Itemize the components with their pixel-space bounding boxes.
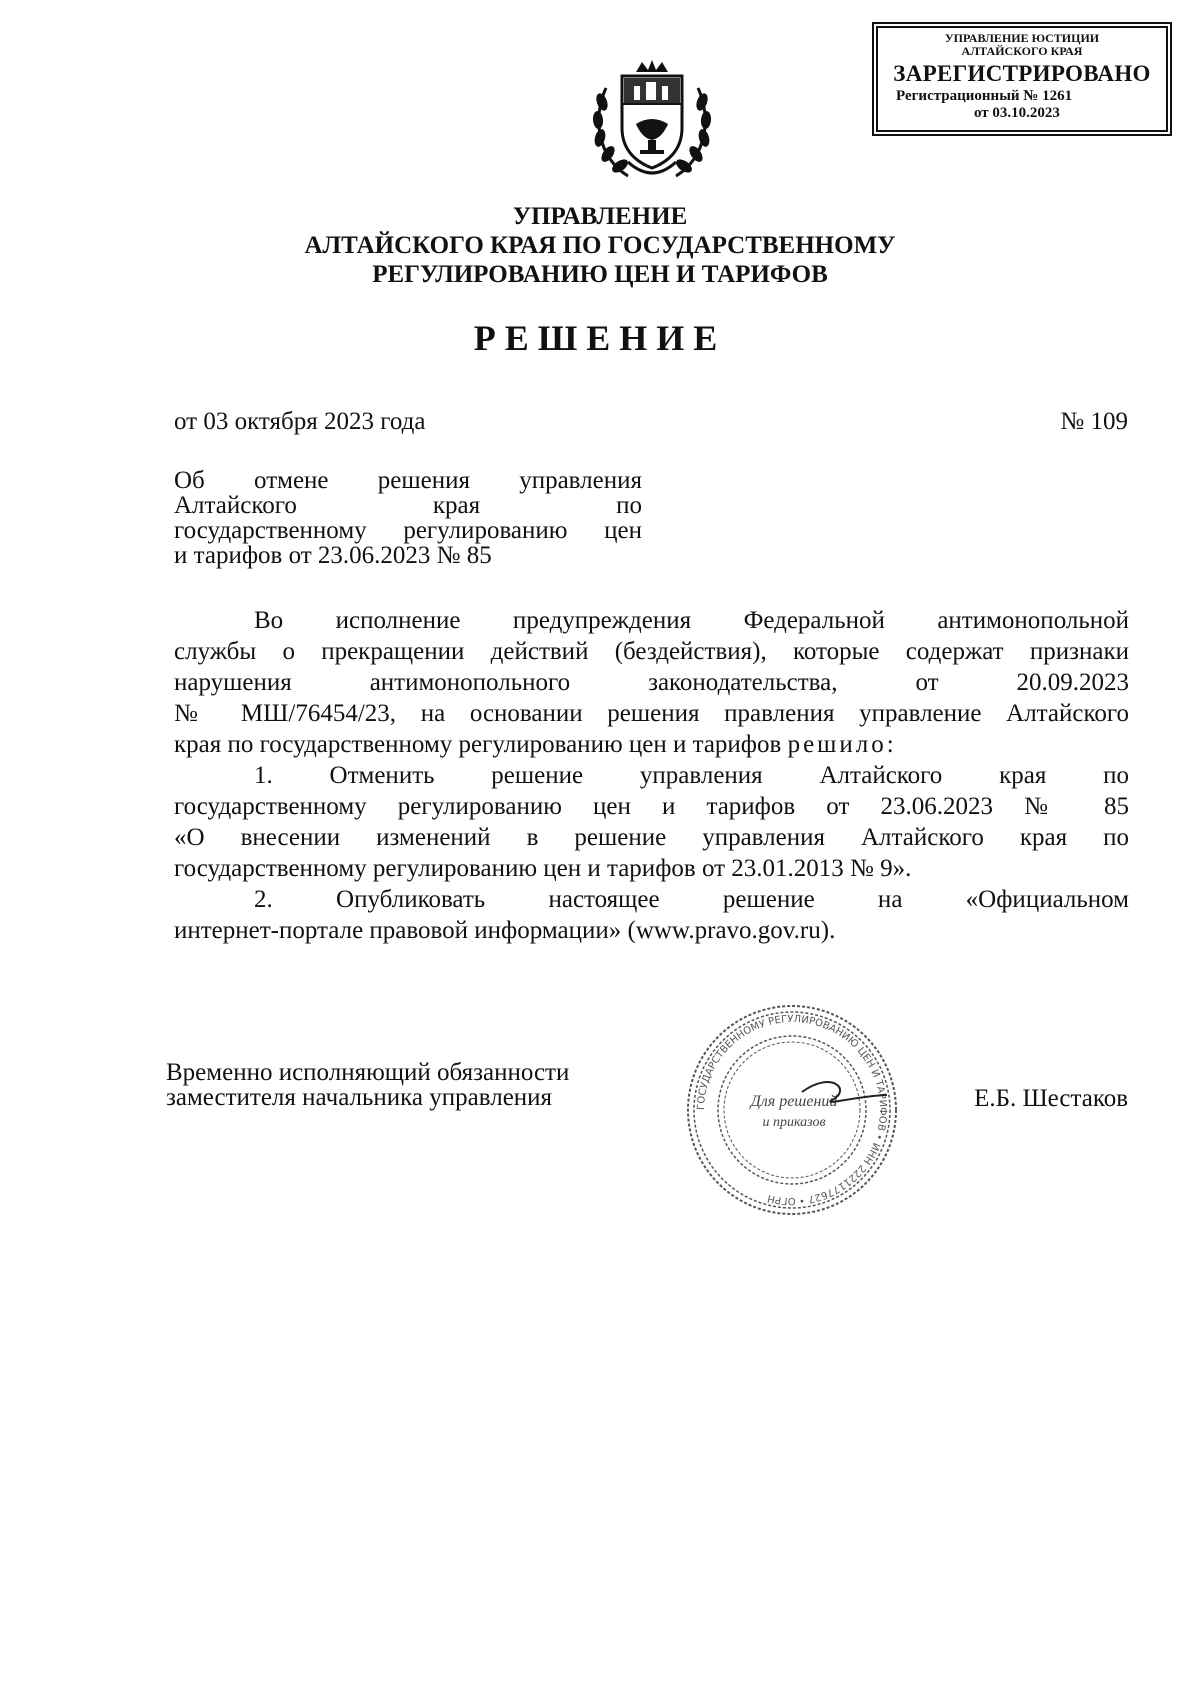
- body-text: края по государственному регулированию цен и тарифов: [174, 731, 788, 758]
- org-line-3: РЕГУЛИРОВАНИЮ ЦЕН И ТАРИФОВ: [372, 261, 828, 288]
- body-line: Во исполнение предупреждения Федеральной антимонопольной: [254, 607, 1129, 634]
- org-line-2: АЛТАЙСКОГО КРАЯ ПО ГОСУДАРСТВЕННОМУ: [304, 232, 896, 259]
- signer-name: Е.Б. Шестаков: [974, 1085, 1128, 1112]
- stamp-reg-number: Регистрационный № 1261: [896, 88, 1073, 104]
- body-line: [174, 729, 1129, 760]
- seal-ring-text: ГОСУДАРСТВЕННОМУ РЕГУЛИРОВАНИЮ ЦЕН И ТАРИФОВ • ИНН 2221177627 • ОГРН: [695, 1013, 889, 1207]
- signer-position-line-1: Временно исполняющий обязанности: [166, 1059, 570, 1086]
- registration-stamp: [872, 22, 1172, 136]
- body-line: службы о прекращении действий (бездействия), которые содержат признаки: [174, 638, 1129, 665]
- item-2-line: 2. Опубликовать настоящее решение на «Официальном: [254, 886, 1129, 913]
- document-subject: [174, 468, 642, 568]
- item-1-line: «О внесении изменений в решение управления Алтайского края по: [174, 824, 1129, 851]
- document-date: от 03 октября 2023 года: [174, 408, 426, 435]
- body-line: № МШ/76454/23, на основании решения правления управление Алтайского: [174, 700, 1129, 727]
- seal-inner-line-1: Для решений: [750, 1093, 838, 1110]
- decided-word: решило: [787, 731, 887, 758]
- item-1-line: государственному регулированию цен и тарифов от 23.06.2023 № 85: [174, 793, 1129, 820]
- document-number: № 109: [1060, 408, 1128, 435]
- org-line-1: УПРАВЛЕНИЕ: [512, 203, 688, 230]
- organization-name: [200, 202, 1000, 289]
- seal-inner-line-2: и приказов: [762, 1115, 826, 1130]
- official-seal-icon: [682, 1000, 902, 1220]
- stamp-line-1: УПРАВЛЕНИЕ ЮСТИЦИИ: [944, 31, 1100, 45]
- coat-of-arms-icon: [588, 58, 716, 184]
- document-type: РЕШЕНИЕ: [473, 318, 727, 358]
- stamp-reg-date: от 03.10.2023: [974, 105, 1060, 121]
- item-2-line: интернет-портале правовой информации» (www.pravo.gov.ru).: [174, 917, 836, 944]
- item-1-line: 1. Отменить решение управления Алтайского края по: [254, 762, 1129, 789]
- stamp-status: ЗАРЕГИСТРИРОВАНО: [893, 61, 1151, 86]
- signer-position: [166, 1060, 569, 1110]
- subject-line-3: государственному регулированию цен: [174, 517, 642, 544]
- subject-line-4: и тарифов от 23.06.2023 № 85: [174, 542, 492, 569]
- body-text: :: [886, 731, 894, 758]
- item-1-line: государственному регулированию цен и тарифов от 23.01.2013 № 9».: [174, 855, 912, 882]
- stamp-line-2: АЛТАЙСКОГО КРАЯ: [961, 44, 1083, 58]
- body-line: нарушения антимонопольного законодательства, от 20.09.2023: [174, 669, 1129, 696]
- subject-line-2: Алтайского края по: [174, 492, 642, 519]
- document-body: [174, 605, 1129, 946]
- subject-line-1: Об отмене решения управления: [174, 467, 642, 494]
- signer-position-line-2: заместителя начальника управления: [166, 1084, 553, 1111]
